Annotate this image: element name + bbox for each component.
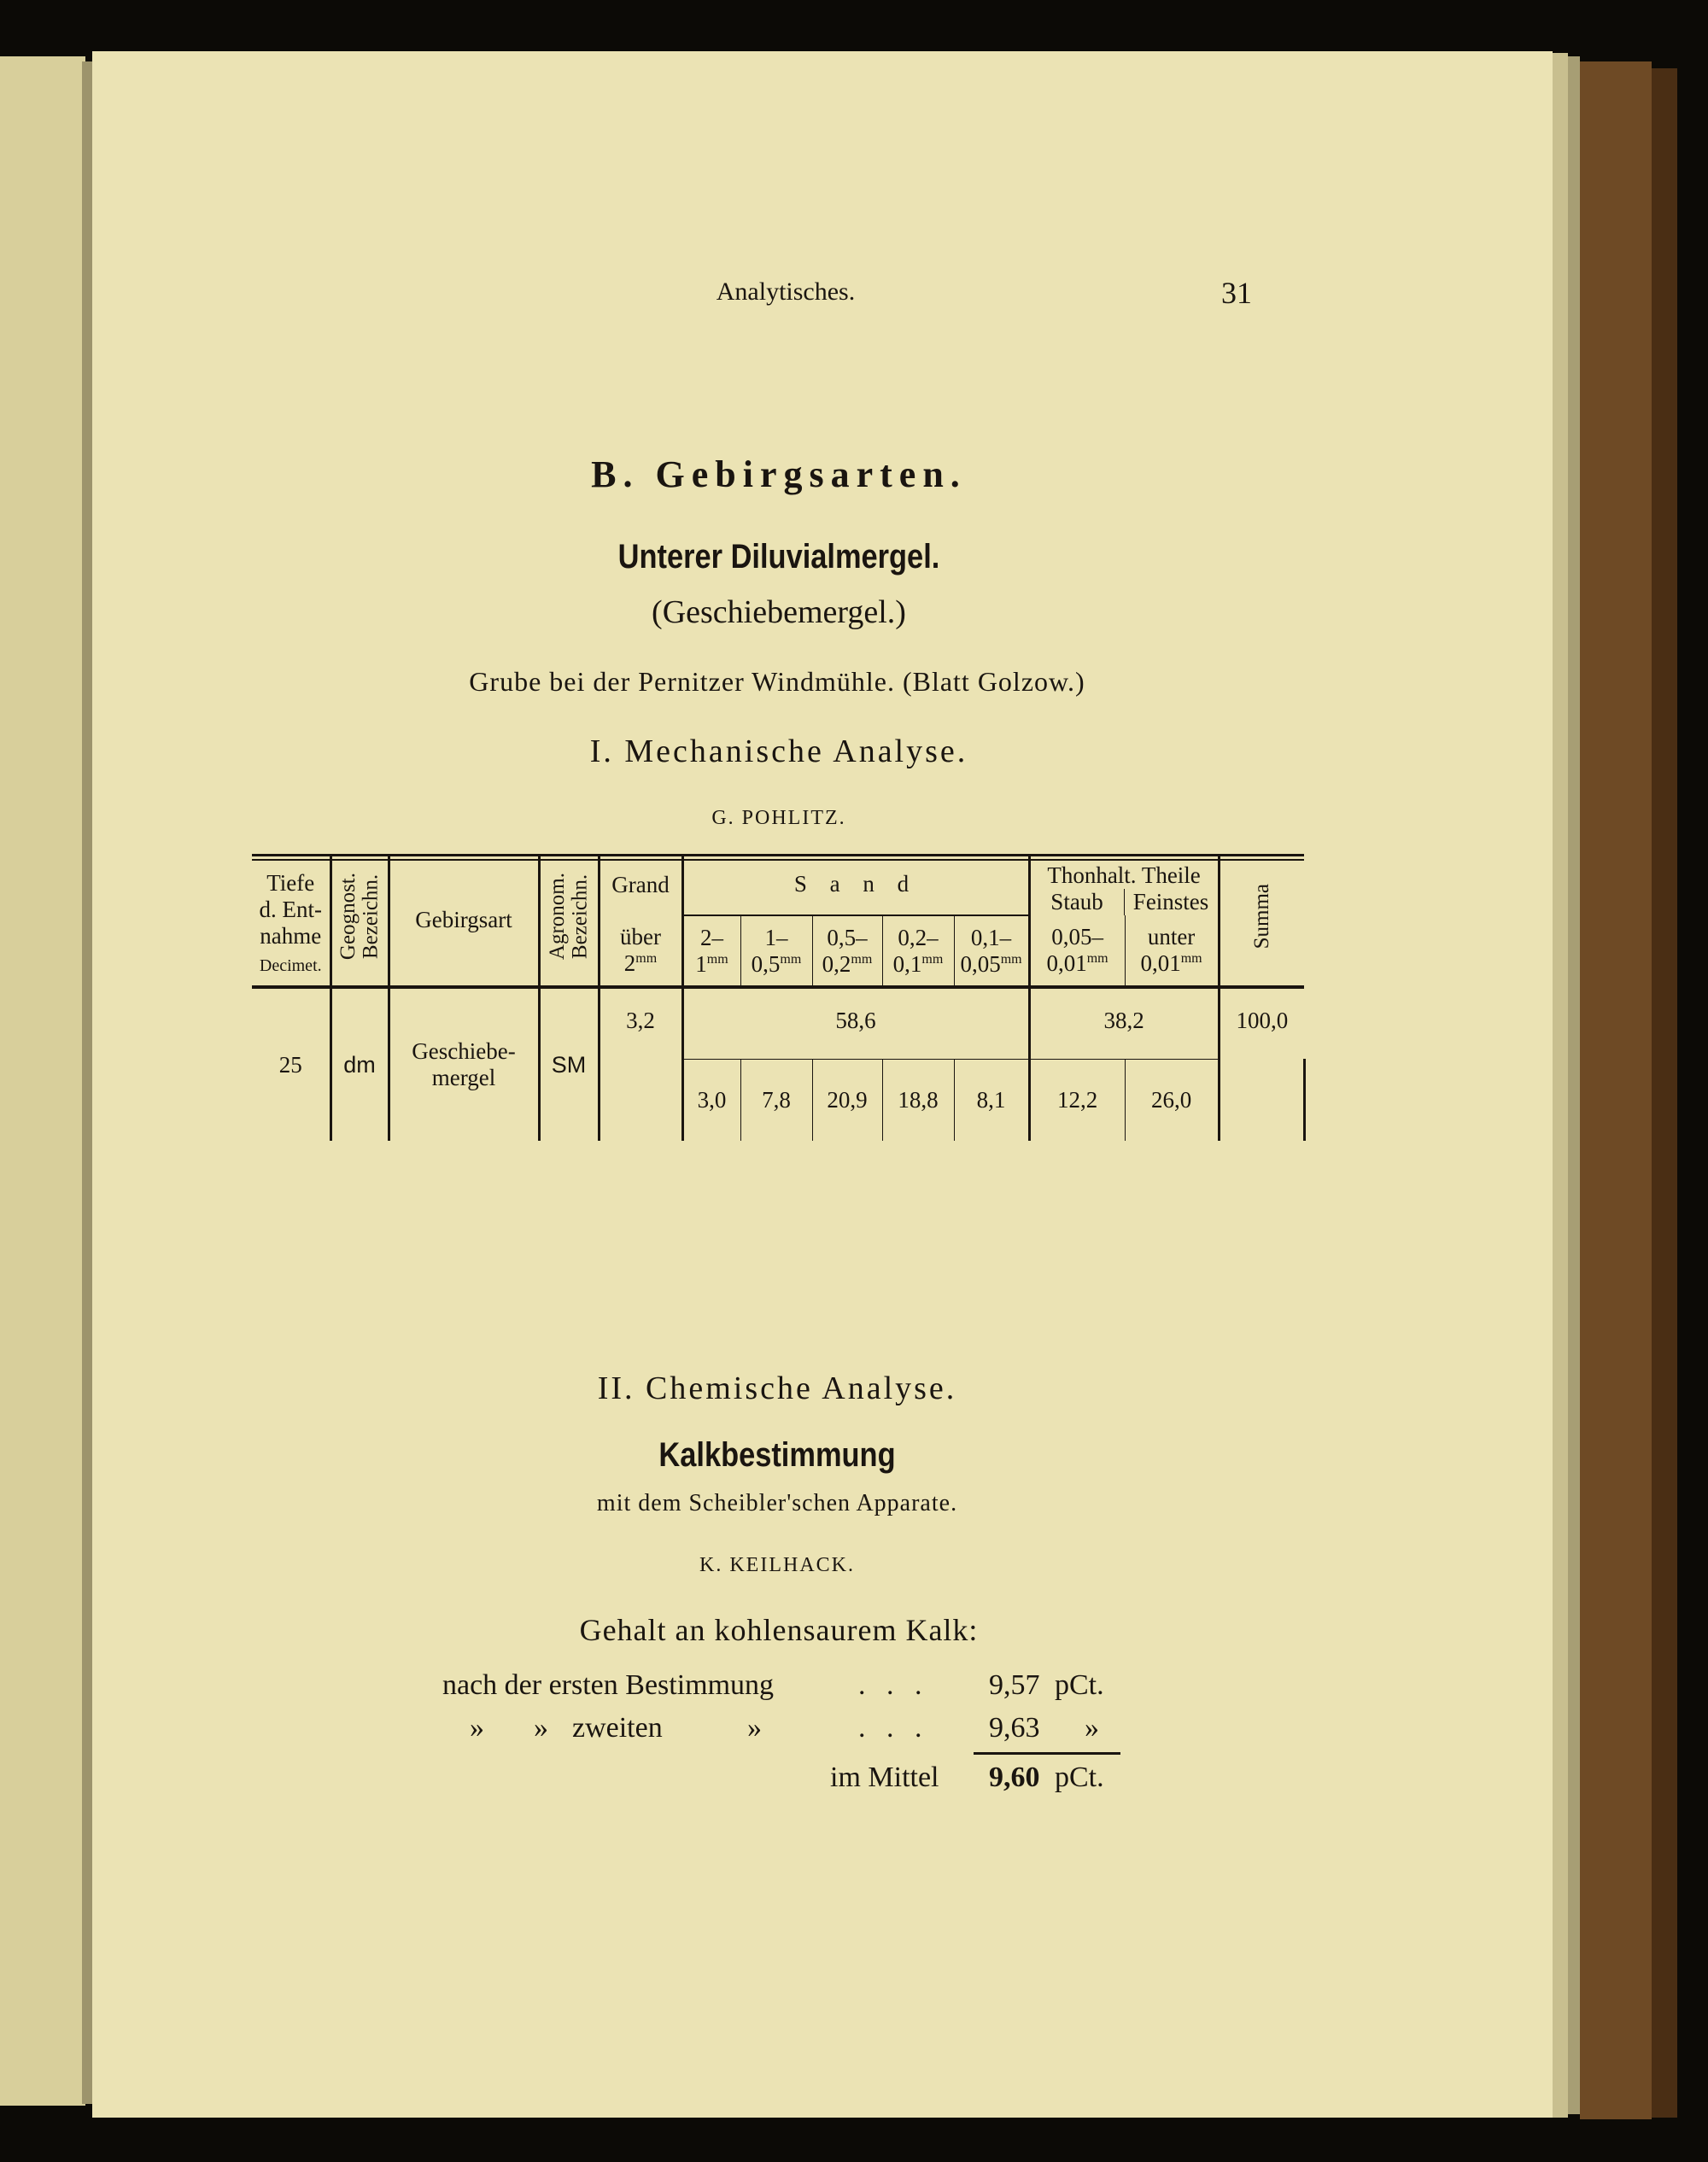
result-row-2-dots: . . .: [858, 1712, 929, 1744]
col-staub: Staub: [1050, 889, 1103, 915]
result-row-2-ditto-1: »: [470, 1712, 484, 1744]
chemical-subheading: Kalkbestimmung: [658, 1436, 896, 1474]
mechanical-analysis-table: Tiefe d. Ent- nahme Decimet. Geognost. Bezeichn. Gebirgsart Agronom. Bezeichn. Grand S a n d Thonhalt. Theile Staub Feinstes Summa über $2^{mm}$ 2– $1^{mm}$ 1– $0,5^{mm}$ 0,5– $0,2^{mm}$ 0,2– $0,1^{mm}$ 0,1– $0,05^{mm}$ 0,05– $0,01^{mm}$ unter $0,01^{mm}$ 25 dm Geschiebe- mergel SM 3,2 58,6 38,2 100,0 3,0 7,8 20,9 18,8 8,1 12,2 26,0: [252, 854, 1306, 1141]
book-spine: [1580, 61, 1652, 2119]
grand-size: 2: [623, 950, 636, 977]
feinstes-range-b: 0,01: [1140, 950, 1181, 977]
sand-col-2-a: 1–: [764, 924, 788, 950]
row-geognost: dm: [330, 987, 389, 1141]
result-row-1-label: nach der ersten Bestimmung: [442, 1669, 775, 1701]
chemical-analyst: K. KEILHACK.: [699, 1554, 855, 1576]
result-row-1-value: 9,57: [989, 1669, 1040, 1701]
book-spine-shadow: [1652, 68, 1677, 2118]
result-row-2-label: zweiten: [572, 1712, 663, 1744]
row-sand-1: 3,0: [682, 1059, 740, 1141]
chemical-heading: II. Chemische Analyse.: [597, 1370, 957, 1406]
grand-uber: über: [620, 924, 661, 950]
result-row-2-ditto-2: »: [534, 1712, 548, 1744]
result-row-2-unit: »: [1085, 1712, 1099, 1744]
page-stack-edge: [1553, 53, 1568, 2118]
result-row-2-value: 9,63: [989, 1712, 1040, 1744]
gehalt-heading: Gehalt an kohlensaurem Kalk:: [579, 1613, 979, 1647]
left-page-edge: [0, 56, 85, 2106]
staub-range: 0,05–: [1051, 924, 1103, 950]
col-gebirgsart: Gebirgsart: [389, 854, 539, 987]
result-row-1-unit: pCt.: [1055, 1669, 1104, 1701]
col-grand: Grand: [599, 854, 682, 915]
sand-col-3-b: 0,2: [822, 950, 851, 977]
row-grand: 3,2: [599, 987, 682, 1141]
row-gebirgsart: Geschiebe- mergel: [389, 987, 539, 1141]
sum-rule: [974, 1752, 1120, 1755]
chemical-method: mit dem Scheibler'schen Apparate.: [596, 1490, 958, 1516]
row-sand-total: 58,6: [682, 987, 1029, 1059]
col-tiefe-3: nahme: [260, 923, 322, 950]
row-staub: 12,2: [1029, 1059, 1125, 1141]
row-sand-4: 18,8: [882, 1059, 954, 1141]
sand-col-1-a: 2–: [700, 924, 723, 950]
col-tiefe: Tiefe: [266, 869, 315, 896]
col-sand: S a n d: [682, 854, 1029, 915]
row-sand-3: 20,9: [812, 1059, 882, 1141]
sand-col-3-a: 0,5–: [827, 924, 868, 950]
result-row-1-dots: . . .: [858, 1669, 929, 1701]
sample-location: Grube bei der Pernitzer Windmühle. (Blatt Golzow.): [469, 666, 1085, 697]
col-feinstes: Feinstes: [1124, 889, 1218, 915]
row-agronom: SM: [539, 987, 599, 1141]
sand-col-5-a: 0,1–: [970, 924, 1012, 950]
mechanical-heading: I. Mechanische Analyse.: [589, 733, 968, 769]
left-page-shadow: [82, 61, 92, 2104]
row-feinstes: 26,0: [1125, 1059, 1219, 1141]
sand-col-4-a: 0,2–: [898, 924, 939, 950]
col-summa: Summa: [1249, 884, 1273, 950]
section-title: B. Gebirgsarten.: [591, 453, 967, 495]
mittel-label: im Mittel: [830, 1762, 939, 1793]
staub-range-b: 0,01: [1046, 950, 1087, 977]
col-thonhalt: Thonhalt. Theile: [1047, 862, 1201, 888]
row-tiefe: 25: [252, 987, 330, 1141]
row-summa-empty: [1219, 1059, 1304, 1141]
sand-col-2-b: 0,5: [751, 950, 781, 977]
col-agronom: Agronom. Bezeichn.: [545, 873, 591, 961]
row-thon-total: 38,2: [1029, 987, 1219, 1059]
running-header: Analytisches.: [716, 278, 856, 306]
mechanical-analyst: G. POHLITZ.: [711, 807, 846, 829]
row-sand-2: 7,8: [740, 1059, 812, 1141]
mittel-unit: pCt.: [1055, 1762, 1104, 1793]
row-sand-5: 8,1: [954, 1059, 1029, 1141]
sand-col-1-b: 1: [695, 950, 707, 977]
formation-name: Unterer Diluvialmergel.: [617, 538, 940, 576]
sand-col-4-b: 0,1: [892, 950, 922, 977]
mittel-value: 9,60: [989, 1762, 1040, 1793]
page-number: 31: [1221, 276, 1252, 310]
result-row-2-ditto-3: »: [747, 1712, 762, 1744]
feinstes-range: unter: [1147, 924, 1196, 950]
grand-unit: mm: [635, 951, 658, 967]
col-geognost: Geognost. Bezeichn.: [336, 873, 382, 961]
formation-subtitle: (Geschiebemergel.): [652, 594, 906, 630]
col-decimet: Decimet.: [259, 956, 322, 976]
row-summa: 100,0: [1219, 987, 1304, 1059]
sand-col-5-b: 0,05: [960, 950, 1001, 977]
col-tiefe-2: d. Ent-: [259, 897, 322, 923]
page-stack-edge-2: [1568, 56, 1580, 2114]
